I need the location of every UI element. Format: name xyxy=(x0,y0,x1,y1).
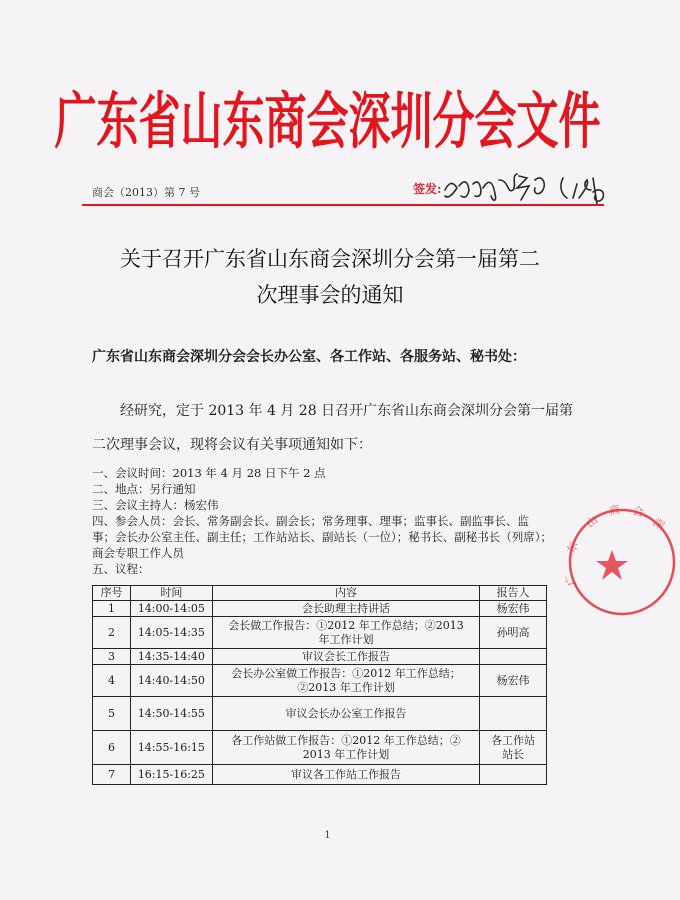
header-cell-content: 内容 xyxy=(212,586,479,601)
table-row xyxy=(93,731,547,765)
row-reporter-line-1: 孙明高 xyxy=(496,625,530,639)
row-number-cell xyxy=(93,731,131,765)
row-number: 6 xyxy=(107,740,115,754)
header-cell-number: 序号 xyxy=(93,586,131,601)
row-content-cell xyxy=(212,765,479,785)
row-content-cell xyxy=(212,731,479,765)
header-cell-reporter: 报告人 xyxy=(480,586,547,601)
row-content-cell xyxy=(212,649,479,665)
attendees-line-1: 四、参会人员：会长、常务副会长、副会长；常务理事、理事；监事长、副监事长、监 xyxy=(92,514,529,528)
table-row xyxy=(93,765,547,785)
row-reporter-cell xyxy=(480,731,547,765)
intro-paragraph xyxy=(92,394,592,462)
notice-title-line-2: 次理事会的通知 xyxy=(256,283,404,307)
row-number-cell xyxy=(93,665,131,697)
row-number-cell xyxy=(93,617,131,649)
official-seal xyxy=(560,498,680,628)
row-time-cell xyxy=(130,649,212,665)
row-content-line-1: 会长做工作报告：①2012 年工作总结；②2013 xyxy=(228,618,464,632)
row-number-cell xyxy=(93,601,131,617)
row-reporter-cell xyxy=(480,665,547,697)
row-number: 2 xyxy=(107,625,115,639)
table-row xyxy=(93,617,547,649)
row-time: 14:50-14:55 xyxy=(137,706,205,720)
row-time-cell xyxy=(130,665,212,697)
row-time-cell xyxy=(130,731,212,765)
row-reporter-line-1: 杨宏伟 xyxy=(496,601,530,615)
row-content-cell xyxy=(212,665,479,697)
row-content-cell xyxy=(212,617,479,649)
row-time: 14:35-14:40 xyxy=(137,649,205,663)
row-reporter-cell xyxy=(480,649,547,665)
intro-line-1: 经研究，定于 2013 年 4 月 28 日召开广东省山东商会深圳分会第一届第 xyxy=(120,403,574,419)
row-content-line-1: 审议各工作站工作报告 xyxy=(290,767,401,781)
header-divider xyxy=(82,204,604,206)
row-reporter-cell xyxy=(480,697,547,731)
row-time-cell xyxy=(130,765,212,785)
header-title: 广东省山东商会深圳分会文件 xyxy=(54,85,601,157)
row-number-cell xyxy=(93,765,131,785)
attendees-line-2: 事；会长办公室主任、副主任；工作站站长、副站长（一位）；秘书长、副秘书长（列席）； xyxy=(92,530,552,544)
row-content-cell xyxy=(212,697,479,731)
svg-text:会: 会 xyxy=(631,504,645,520)
meeting-place: 二、地点：另行通知 xyxy=(92,482,196,496)
row-time: 16:15-16:25 xyxy=(137,767,205,781)
row-content-line-1: 会长助理主持讲话 xyxy=(301,601,390,615)
row-content-line-1: 各工作站做工作报告：①2012 年工作总结；② xyxy=(231,733,461,747)
row-reporter-line-1: 各工作站 xyxy=(491,733,536,747)
row-content-cell xyxy=(212,601,479,617)
svg-text:广: 广 xyxy=(562,572,579,588)
svg-text:深: 深 xyxy=(650,515,667,533)
table-row xyxy=(93,649,547,665)
row-time: 14:40-14:50 xyxy=(137,673,205,687)
document-number: 商会（2013）第 7 号 xyxy=(92,186,200,199)
page-number: 1 xyxy=(324,830,331,841)
row-content-line-1: 审议会长工作报告 xyxy=(301,649,390,663)
recipients-line: 广东省山东商会深圳分会会长办公室、各工作站、各服务站、秘书处： xyxy=(92,349,526,365)
svg-text:山: 山 xyxy=(583,513,601,531)
meeting-host: 三、会议主持人：杨宏伟 xyxy=(92,498,219,512)
program-heading: 五、议程： xyxy=(92,562,150,576)
row-content-line-2: 2013 年工作计划 xyxy=(302,747,390,761)
row-reporter-cell xyxy=(480,601,547,617)
row-time: 14:55-16:15 xyxy=(137,740,205,754)
row-number-cell xyxy=(93,649,131,665)
row-content-line-2: 年工作计划 xyxy=(318,632,374,646)
row-number: 1 xyxy=(107,601,115,615)
meeting-details xyxy=(92,465,592,577)
row-reporter-line-2: 站长 xyxy=(502,747,525,761)
row-content-line-1: 审议会长办公室工作报告 xyxy=(285,706,407,720)
svg-text:商: 商 xyxy=(607,502,622,518)
svg-text:东: 东 xyxy=(564,540,581,556)
row-content-line-1: 会长办公室做工作报告：①2012 年工作总结； xyxy=(231,666,461,680)
row-time: 14:05-14:35 xyxy=(137,625,205,639)
row-reporter-line-1: 杨宏伟 xyxy=(496,673,530,687)
agenda-table xyxy=(92,585,547,785)
row-reporter-cell xyxy=(480,765,547,785)
row-number: 7 xyxy=(107,767,115,781)
table-row xyxy=(93,697,547,731)
row-time: 14:00-14:05 xyxy=(137,601,205,615)
table-row xyxy=(93,665,547,697)
row-content-line-2: ②2013 年工作计划 xyxy=(297,680,395,694)
notice-title xyxy=(70,241,590,313)
row-number: 3 xyxy=(107,649,115,663)
table-row xyxy=(93,601,547,617)
row-reporter-cell xyxy=(480,617,547,649)
notice-title-line-1: 关于召开广东省山东商会深圳分会第一届第二 xyxy=(120,247,540,271)
row-number-cell xyxy=(93,697,131,731)
row-time-cell xyxy=(130,617,212,649)
row-number: 4 xyxy=(107,673,115,687)
row-time-cell xyxy=(130,601,212,617)
sign-label: 签发: xyxy=(413,182,442,196)
agenda-table-body xyxy=(93,601,547,785)
table-header-row xyxy=(93,586,547,601)
meeting-time: 一、会议时间：2013 年 4 月 28 日下午 2 点 xyxy=(92,466,326,480)
row-time-cell xyxy=(130,697,212,731)
header-cell-time: 时间 xyxy=(130,586,212,601)
row-number: 5 xyxy=(107,706,115,720)
intro-line-2: 二次理事会议，现将会议有关事项通知如下： xyxy=(92,437,372,453)
attendees-line-3: 商会专职工作人员 xyxy=(92,546,184,560)
